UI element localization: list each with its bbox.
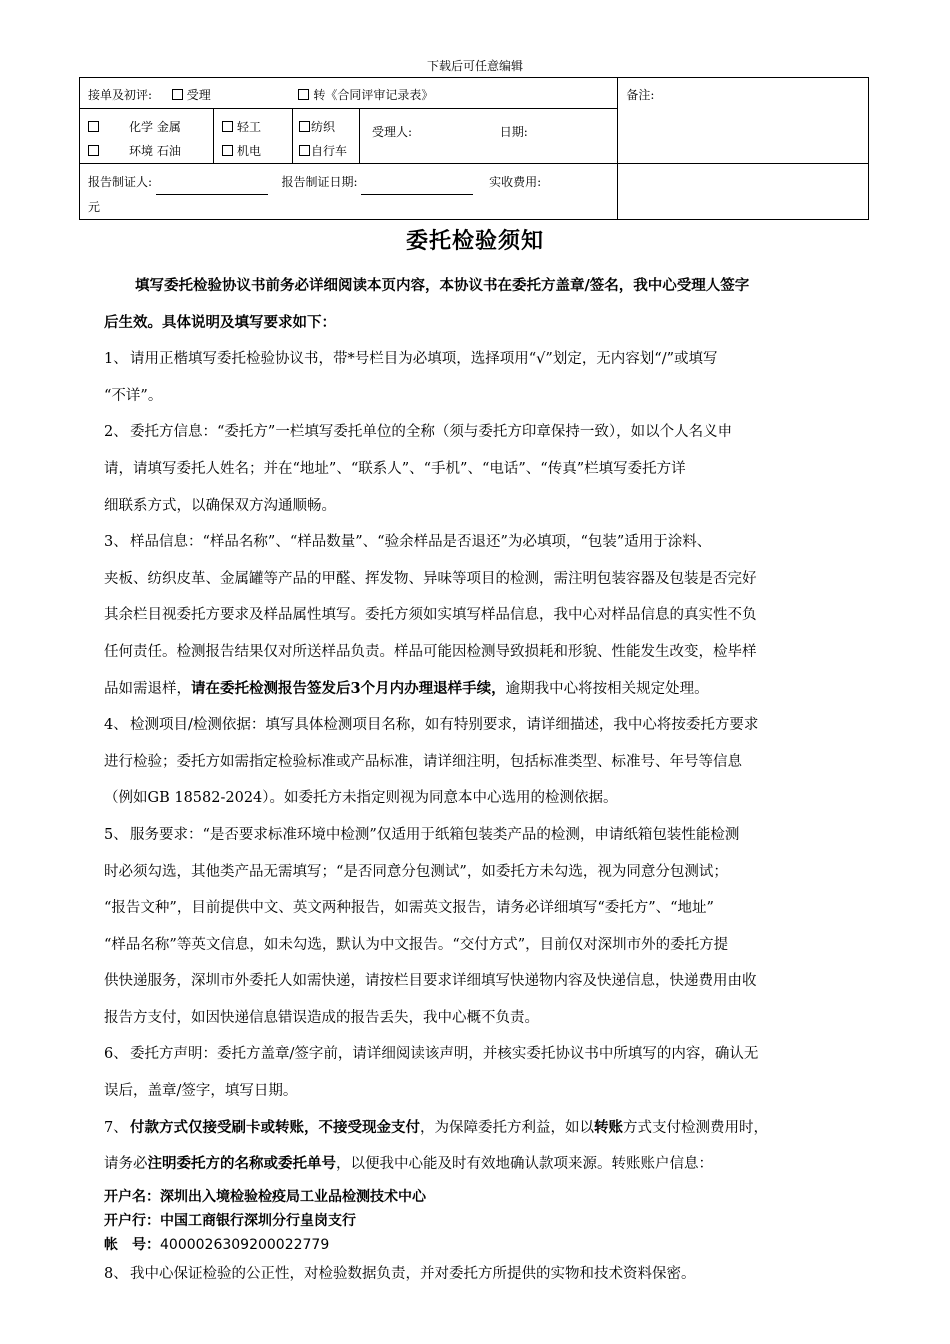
cat-chem-metal: 化学 金属 bbox=[129, 120, 181, 134]
item-3: 3、 样品信息：“样品名称”、“样品数量”、“验余样品是否退还”为必填项，“包装”适用于涂料、 bbox=[104, 534, 712, 551]
cat-textile: 纺织 bbox=[311, 120, 336, 134]
item-5-cont-5: 报告方支付，如因快递信息错误造成的报告丢失，我中心概不负责。 bbox=[104, 1009, 539, 1026]
fee-unit: 元 bbox=[88, 200, 101, 214]
item-3-cont-1: 夹板、纺织皮革、金属罐等产品的甲醛、挥发物、异味等项目的检测，需注明包装容器及包装是否完好 bbox=[104, 570, 757, 587]
item-4-cont-1: 进行检验；委托方如需指定检验标准或产品标准，请详细注明，包括标准类型、标准号、年号等信息 bbox=[104, 753, 742, 770]
acceptance-label: 接单及初评: bbox=[88, 88, 153, 102]
item-2-cont-1: 请，请填写委托人姓名；并在“地址”、“联系人”、“手机”、“电话”、“传真”栏填写委托方详 bbox=[104, 460, 686, 477]
item-4-cont-2: （例如GB 18582-2024）。如委托方未指定则视为同意本中心选用的检测依据。 bbox=[104, 790, 618, 807]
textile-checkbox[interactable] bbox=[299, 121, 310, 132]
notice-body bbox=[104, 268, 872, 1287]
category-row bbox=[80, 109, 618, 164]
item-8: 8、 我中心保证检验的公正性，对检验数据负责，并对委托方所提供的实物和技术资料保密。 bbox=[104, 1265, 696, 1282]
bicycle-checkbox[interactable] bbox=[299, 145, 310, 156]
intro-line-2: 后生效。具体说明及填写要求如下： bbox=[104, 313, 336, 331]
item-4: 4、 检测项目/检测依据：填写具体检测项目名称，如有特别要求，请详细描述，我中心将按委托方要求 bbox=[104, 717, 759, 734]
item-3-cont-4: 品如需退样，请在委托检测报告签发后3个月内办理退样手续，逾期我中心将按相关规定处理。 bbox=[104, 679, 709, 697]
remark-cell[interactable] bbox=[618, 78, 869, 164]
account-info bbox=[104, 1185, 872, 1257]
issuer-field[interactable] bbox=[156, 170, 268, 195]
fee-blank-cell[interactable] bbox=[618, 164, 869, 220]
acceptance-row bbox=[80, 78, 618, 109]
accept-checkbox[interactable] bbox=[172, 89, 183, 100]
report-row bbox=[80, 164, 618, 220]
cat-mech-elec: 机电 bbox=[237, 144, 262, 158]
issue-date-field[interactable] bbox=[361, 170, 473, 195]
item-6: 6、 委托方声明：委托方盖章/签字前，请详细阅读该声明，并核实委托协议书中所填写的内容，确认无 bbox=[104, 1046, 759, 1063]
chem-metal-checkbox[interactable] bbox=[88, 121, 99, 132]
item-3-cont-3: 任何责任。检测报告结果仅对所送样品负责。样品可能因检测导致损耗和形貌、性能发生改变，检毕样 bbox=[104, 643, 757, 660]
cat-light-industry: 轻工 bbox=[237, 120, 262, 134]
acceptance-form-table bbox=[79, 77, 869, 220]
item-3-cont-2: 其余栏目视委托方要求及样品属性填写。委托方须如实填写样品信息，我中心对样品信息的真实性不负 bbox=[104, 607, 757, 624]
issuer-label: 报告制证人: bbox=[88, 175, 153, 189]
item-1-cont: “不详”。 bbox=[104, 387, 163, 404]
item-5-cont-2: “报告文种”，目前提供中文、英文两种报告，如需英文报告，请务必详细填写“委托方”、“地址” bbox=[104, 900, 714, 917]
issue-date-label: 报告制证日期: bbox=[281, 175, 358, 189]
page-title: 委托检验须知 bbox=[405, 228, 544, 254]
receiver-label: 受理人: bbox=[372, 125, 413, 139]
light-industry-checkbox[interactable] bbox=[222, 121, 233, 132]
item-5-cont-3: “样品名称”等英文信息，如未勾选，默认为中文报告。“交付方式”，目前仅对深圳市外的委托方提 bbox=[104, 936, 729, 953]
item-1: 1、 请用正楷填写委托检验协议书，带*号栏目为必填项，选择项用“√”划定，无内容划“/”或填写 bbox=[104, 351, 718, 368]
account-name: 开户名：深圳出入境检验检疫局工业品检测技术中心 bbox=[104, 1188, 426, 1205]
cat-env-petro: 环境 石油 bbox=[129, 144, 181, 158]
account-bank: 开户行：中国工商银行深圳分行皇岗支行 bbox=[104, 1212, 356, 1229]
transfer-option: 转《合同评审记录表》 bbox=[313, 88, 434, 102]
account-number: 4000026309200022779 bbox=[160, 1236, 330, 1253]
item-2-cont-2: 细联系方式，以确保双方沟通顺畅。 bbox=[104, 497, 336, 514]
item-6-cont: 误后，盖章/签字，填写日期。 bbox=[104, 1083, 298, 1100]
transfer-checkbox[interactable] bbox=[298, 89, 309, 100]
item-5-cont-1: 时必须勾选，其他类产品无需填写；“是否同意分包测试”，如委托方未勾选，视为同意分包测试； bbox=[104, 863, 728, 880]
remark-label: 备注: bbox=[626, 88, 655, 102]
item-7: 7、 付款方式仅接受刷卡或转账，不接受现金支付，为保障委托方利益，如以转账方式支付检测费用时， bbox=[104, 1118, 768, 1136]
header-note: 下载后可任意编辑 bbox=[426, 59, 523, 73]
intro-line-1: 填写委托检验协议书前务必详细阅读本页内容，本协议书在委托方盖章/签名，我中心受理人签字 bbox=[135, 277, 750, 294]
item-5-cont-4: 供快递服务，深圳市外委托人如需快递，请按栏目要求详细填写快递物内容及快递信息，快递费用由收 bbox=[104, 973, 757, 990]
account-number-line: 帐 号：4000026309200022779 bbox=[104, 1236, 330, 1253]
date-label: 日期: bbox=[499, 125, 528, 139]
fee-label: 实收费用: bbox=[489, 175, 542, 189]
accept-option: 受理 bbox=[186, 88, 211, 102]
mech-elec-checkbox[interactable] bbox=[222, 145, 233, 156]
env-petro-checkbox[interactable] bbox=[88, 145, 99, 156]
item-2: 2、 委托方信息：“委托方”一栏填写委托单位的全称（须与委托方印章保持一致），如以个人名义申 bbox=[104, 424, 733, 441]
item-5: 5、 服务要求：“是否要求标准环境中检测”仅适用于纸箱包装类产品的检测，申请纸箱包装性能检测 bbox=[104, 826, 740, 843]
cat-bicycle: 自行车 bbox=[311, 144, 348, 158]
item-7-cont: 请务必注明委托方的名称或委托单号，以便我中心能及时有效地确认款项来源。转账账户信息： bbox=[104, 1155, 713, 1173]
